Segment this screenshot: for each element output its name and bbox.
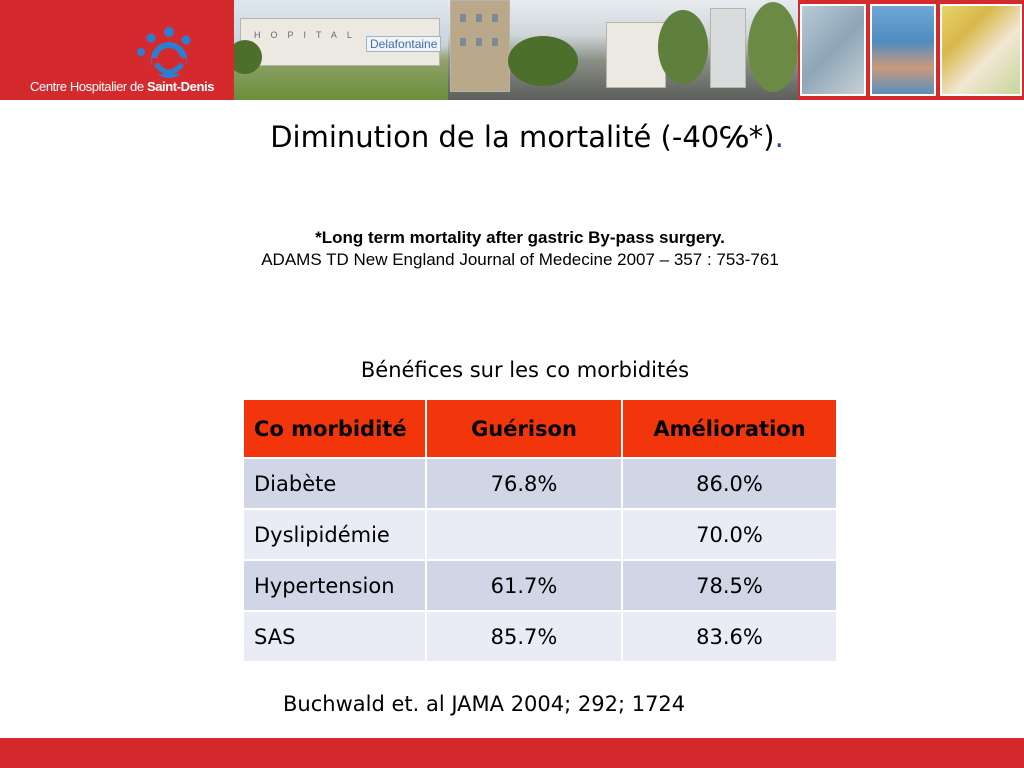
table-cell: Diabète (244, 459, 427, 510)
comorbidity-table (244, 400, 836, 663)
table-cell: 76.8% (427, 459, 623, 510)
hospital-sign-letters: HOPITAL (254, 30, 362, 40)
table-cell: SAS (244, 612, 427, 663)
slide-title-dot: . (774, 120, 784, 154)
table-cell: 61.7% (427, 561, 623, 612)
surgeon-photo (870, 4, 936, 96)
table-row (244, 510, 836, 561)
reference-block (0, 227, 1024, 271)
table-cell (427, 510, 623, 561)
table-row (244, 612, 836, 663)
hospital-name: Centre Hospitalier de Saint-Denis (30, 79, 215, 94)
header-banner (0, 0, 1024, 100)
table-header-row (244, 400, 836, 459)
table-row (244, 561, 836, 612)
operating-room-photo (800, 4, 866, 96)
table-cell: 85.7% (427, 612, 623, 663)
newborn-photo (940, 4, 1022, 96)
table-cell: Dyslipidémie (244, 510, 427, 561)
table-cell: 86.0% (623, 459, 836, 510)
table-cell: Hypertension (244, 561, 427, 612)
table-cell: 70.0% (623, 510, 836, 561)
table-cell: 83.6% (623, 612, 836, 663)
reference-title: *Long term mortality after gastric By-pass surgery. (315, 228, 725, 247)
slide-title (0, 120, 1024, 154)
footer-bar (0, 738, 1024, 768)
column-header: Amélioration (623, 400, 836, 459)
street-photo (448, 0, 798, 100)
hospital-logo (0, 0, 234, 100)
slide-title-text: Diminution de la mortalité (-40℅*) (270, 120, 775, 154)
hospital-building-photo (234, 0, 448, 100)
table-cell: 78.5% (623, 561, 836, 612)
hospital-sign: Delafontaine (366, 36, 441, 52)
reference-citation: ADAMS TD New England Journal of Medecine 2007 – 357 : 753-761 (261, 250, 779, 269)
column-header: Co morbidité (244, 400, 427, 459)
source-footnote: Buchwald et. al JAMA 2004; 292; 1724 (283, 692, 686, 716)
table-row (244, 459, 836, 510)
sun-logo-icon (126, 20, 196, 80)
table-caption: Bénéfices sur les co morbidités (360, 358, 690, 382)
column-header: Guérison (427, 400, 623, 459)
